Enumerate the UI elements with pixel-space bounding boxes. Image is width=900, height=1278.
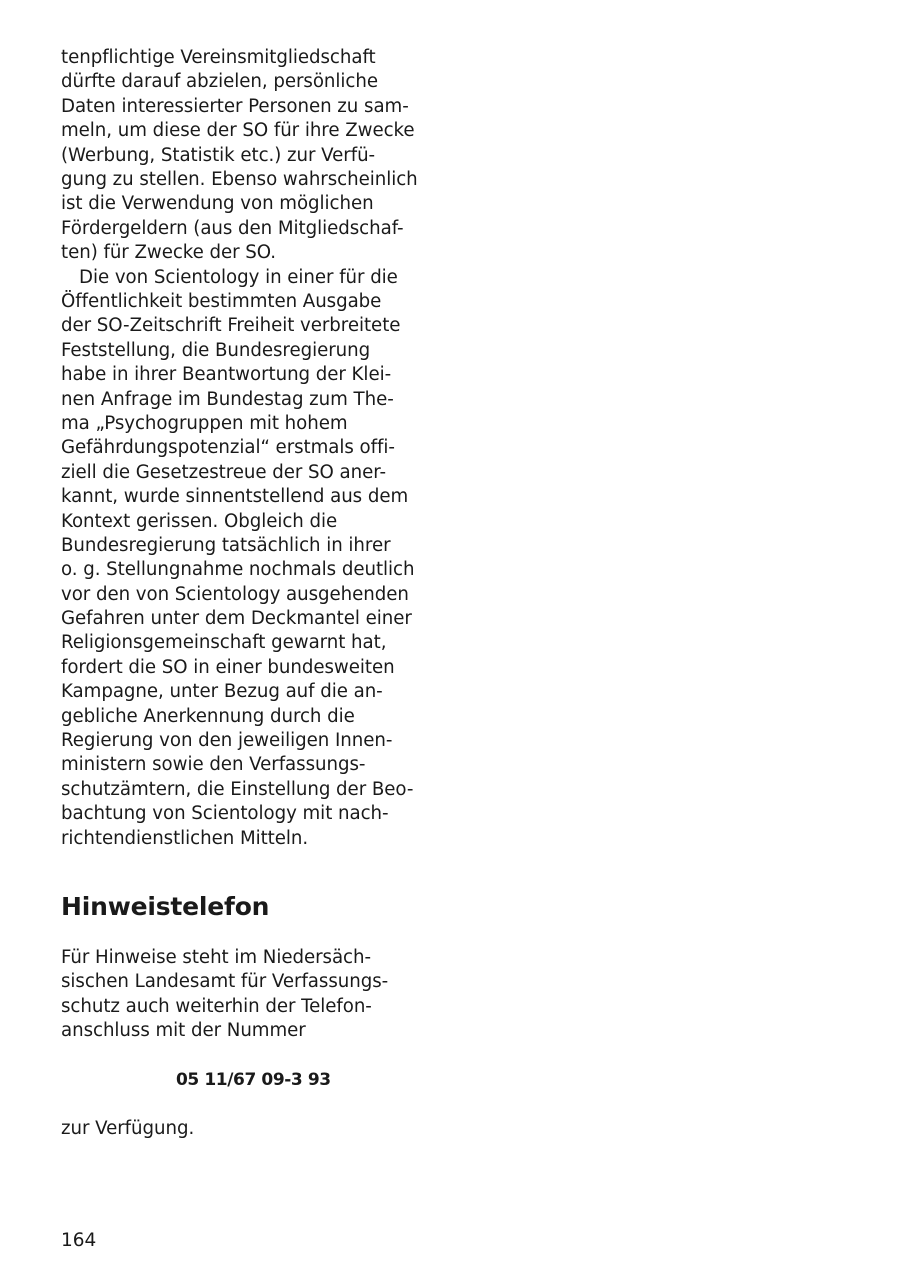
body-paragraph-1 (61, 46, 421, 266)
text-line: Kampagne, unter Bezug auf die an- (61, 681, 383, 703)
text-line: ministern sowie den Verfassungs- (61, 754, 366, 776)
text-line: der SO-Zeitschrift Freiheit verbreitete (61, 315, 401, 337)
text-line: gebliche Anerkennung durch die (61, 705, 355, 727)
text-line: gung zu stellen. Ebenso wahrscheinlich (61, 168, 418, 190)
text-line: tenpflichtige Vereinsmitgliedschaft (61, 47, 376, 68)
text-line: Daten interessierter Personen zu sam- (61, 95, 409, 117)
text-line: Gefährdungspotenzial“ erstmals offi- (61, 437, 395, 459)
text-line: meln, um diese der SO für ihre Zwecke (61, 120, 415, 142)
page-number: 164 (61, 1230, 97, 1251)
text-line: schutzämtern, die Einstellung der Beo- (61, 778, 414, 800)
text-line: Öffentlichkeit bestimmten Ausgabe (61, 290, 382, 312)
text-line: bachtung von Scientology mit nach- (61, 803, 389, 825)
section-heading: Hinweistelefon (61, 892, 270, 921)
text-line: Kontext gerissen. Obgleich die (61, 510, 338, 532)
text-line: ziell die Gesetzestreue der SO aner- (61, 461, 387, 483)
text-line: sischen Landesamt für Verfassungs- (61, 971, 389, 993)
text-line: ist die Verwendung von möglichen (61, 193, 374, 215)
text-line: vor den von Scientology ausgehenden (61, 583, 409, 605)
text-line: richtendienstlichen Mitteln. (61, 827, 309, 849)
text-line: schutz auch weiterhin der Telefon- (61, 995, 372, 1017)
text-line: Religionsgemeinschaft gewarnt hat, (61, 632, 387, 654)
phone-number: 05 11/67 09-3 93 (176, 1070, 331, 1090)
text-line: Die von Scientology in einer für die (79, 266, 398, 288)
text-line: dürfte darauf abzielen, persönliche (61, 71, 378, 93)
text-line: kannt, wurde sinnentstellend aus dem (61, 486, 409, 508)
body-paragraph-2 (61, 266, 421, 851)
text-line: anschluss mit der Nummer (61, 1020, 306, 1042)
text-line: o. g. Stellungnahme nochmals deutlich (61, 559, 415, 581)
text-line: Fördergeldern (aus den Mitgliedschaf- (61, 217, 404, 239)
text-line: nen Anfrage im Bundestag zum The- (61, 388, 394, 410)
text-line: Regierung von den jeweiligen Innen- (61, 730, 393, 752)
text-line: Gefahren unter dem Deckmantel einer (61, 608, 412, 630)
text-line: ma „Psychogruppen mit hohem (61, 412, 348, 434)
text-line: zur Verfügung. (61, 1118, 195, 1139)
text-line: fordert die SO in einer bundesweiten (61, 656, 395, 678)
text-line: Feststellung, die Bundesregierung (61, 339, 371, 361)
text-line: Für Hinweise steht im Niedersäch- (61, 947, 371, 968)
text-line: ten) für Zwecke der SO. (61, 242, 277, 264)
text-line: (Werbung, Statistik etc.) zur Verfü- (61, 144, 376, 166)
text-line: Bundesregierung tatsächlich in ihrer (61, 534, 391, 556)
section-intro (61, 946, 421, 1044)
text-line: habe in ihrer Beantwortung der Klei- (61, 364, 392, 386)
closing-text (61, 1117, 194, 1141)
